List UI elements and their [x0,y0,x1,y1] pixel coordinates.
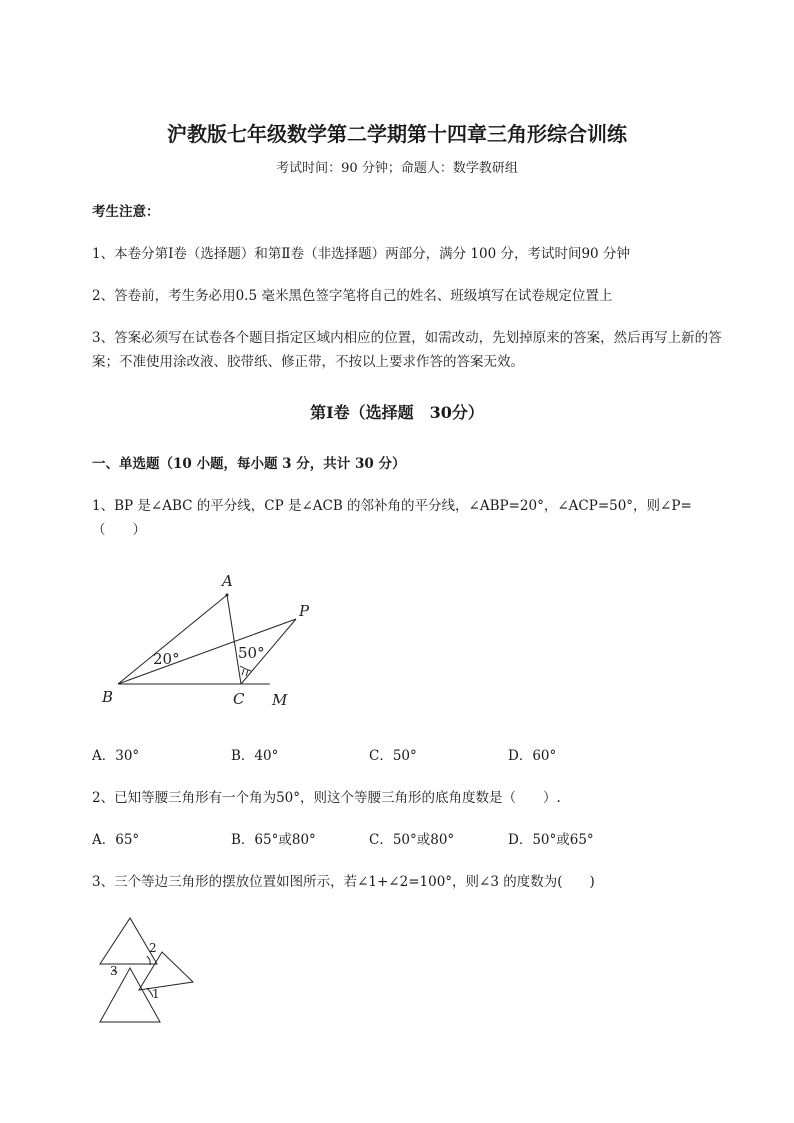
label-angle-1: 1 [152,987,160,1001]
point-a [226,594,229,597]
notice-item-1: 1、本卷分第Ⅰ卷（选择题）和第Ⅱ卷（非选择题）两部分，满分 100 分，考试时间90 分钟 [92,246,630,262]
label-p: P [299,602,310,620]
question-2-option-a[interactable]: A．65° [92,832,140,848]
question-1-option-b[interactable]: B．40° [231,748,279,764]
question-2-option-c[interactable]: C．50°或80° [369,832,455,848]
label-angle-3: 3 [110,964,118,978]
question-1-option-d[interactable]: D．60° [508,748,557,764]
notice-heading: 考生注意： [92,204,160,220]
label-m: M [272,691,288,709]
question-2-stem: 2、已知等腰三角形有一个角为50°，则这个等腰三角形的底角度数是（ ）. [92,790,561,806]
label-c: C [233,690,245,708]
angle-label-50: 50° [238,644,265,662]
question-2-option-b[interactable]: B．65°或80° [231,832,316,848]
section-title: 第Ⅰ卷（选择题 30分） [310,403,484,422]
line-ba [118,595,227,684]
triangle-bottom [100,968,160,1022]
notice-item-3: 3、答案必须写在试卷各个题目指定区域内相应的位置，如需改动，先划掉原来的答案，然后再写上新的答案；不准使用涂改液、胶带纸、修正带，不按以上要求作答的答案无效。 [92,330,722,370]
question-3-figure [95,912,205,1027]
label-angle-2: 2 [149,941,157,955]
page-title: 沪教版七年级数学第二学期第十四章三角形综合训练 [167,122,627,146]
line-bp [118,619,296,684]
question-1-blank: （ ） [92,522,146,538]
triangle-right [139,952,193,990]
notice-item-2: 2、答卷前，考生务必用0.5 毫米黑色签字笔将自己的姓名、班级填写在试卷规定位置上 [92,288,613,304]
question-1-option-c[interactable]: C．50° [369,748,417,764]
question-3-stem: 3、三个等边三角形的摆放位置如图所示，若∠1+∠2=100°，则∠3 的度数为( ) [92,874,595,890]
question-1-option-a[interactable]: A．30° [92,748,140,764]
part-heading: 一、单选题（10 小题，每小题 3 分，共计 30 分） [92,456,406,472]
question-2-option-d[interactable]: D．50°或65° [508,832,594,848]
label-a: A [222,572,233,590]
label-b: B [102,688,114,706]
question-1-stem: 1、BP 是∠ABC 的平分线，CP 是∠ACB 的邻补角的平分线，∠ABP=20°，∠ACP=50°，则∠P= [92,498,692,514]
exam-info: 考试时间：90 分钟；命题人：数学教研组 [276,161,518,176]
question-1-figure [90,565,330,715]
angle-arc-c [240,666,251,671]
angle-label-20: 20° [153,650,180,668]
